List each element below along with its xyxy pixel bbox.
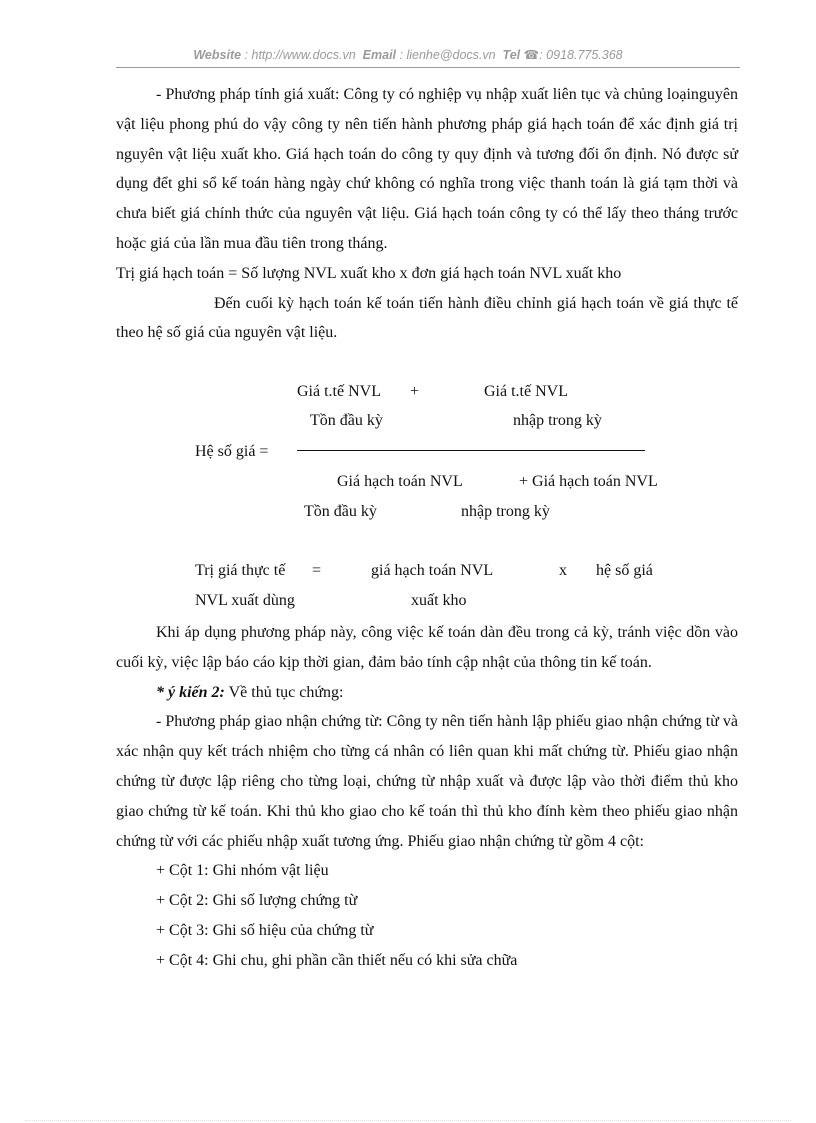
formula-plus-1: + <box>410 383 420 400</box>
formula-actual-term2: hệ số giá <box>596 562 653 579</box>
formula-num-b: Giá t.tế NVL <box>484 383 568 400</box>
paragraph-adjustment: Đến cuối kỳ hạch toán kế toán tiến hành điều chỉnh giá hạch toán về giá thực tế theo hệ số giá của nguyên vật liệu. <box>116 294 738 342</box>
formula-num-a: Giá t.tế NVL <box>297 383 381 400</box>
formula-den-b: + Giá hạch toán NVL <box>519 473 658 490</box>
formula-den-a: Giá hạch toán NVL <box>337 473 463 490</box>
fraction-line <box>297 450 645 451</box>
formula-den-a2: Tồn đầu kỳ <box>304 503 377 520</box>
formula-accounting-value: Trị giá hạch toán = Số lượng NVL xuất kho x đơn giá hạch toán NVL xuất kho <box>116 264 622 282</box>
formula-lhs-price-coefficient: Hệ số giá = <box>195 443 269 460</box>
phone-icon: ☎ <box>523 48 540 62</box>
list-item-column-1: + Cột 1: Ghi nhóm vật liệu <box>156 862 329 880</box>
email-label: Email <box>362 48 397 62</box>
document-body-continued <box>116 618 738 976</box>
formula-num-b2: nhập trong kỳ <box>513 412 602 429</box>
website-url[interactable]: : http://www.docs.vn <box>244 48 356 62</box>
idea-2-heading <box>116 678 738 708</box>
list-item-column-3: + Cột 3: Ghi số hiệu của chứng từ <box>156 921 374 939</box>
paragraph-benefits: Khi áp dụng phương pháp này, công việc kế toán dàn đều trong cả kỳ, tránh việc dồn vào cuối kỳ, việc lập báo cáo kịp thời gian, đảm bảo tính cập nhật của thông tin kế toán. <box>116 624 738 671</box>
list-item-column-2: + Cột 2: Ghi số lượng chứng từ <box>156 892 358 910</box>
header-divider <box>116 67 740 68</box>
list-item-column-4: + Cột 4: Ghi chu, ghi phần cần thiết nếu có khi sửa chữa <box>156 951 518 969</box>
paragraph-document-handover: - Phương pháp giao nhận chứng từ: Công ty nên tiến hành lập phiếu giao nhận chứng từ và xác nhận quy kết trách nhiệm cho từng cá nhân có liên quan khi mất chứng từ. Phiếu giao nhận chứng từ được lập riêng cho từng loại, chứng từ nhập xuất và được lập vào thời điểm thủ kho giao chứng từ kế toán. Khi thủ kho giao cho kế toán thì thủ kho đính kèm theo phiếu giao nhận chứng từ với các phiếu nhập xuất tương ứng. Phiếu giao nhận chứng từ gồm 4 cột: <box>116 713 738 850</box>
formula-num-a2: Tồn đầu kỳ <box>310 412 383 429</box>
footer-divider <box>25 1120 791 1121</box>
formula-actual-term1: giá hạch toán NVL <box>371 562 494 579</box>
website-label: Website <box>193 48 242 62</box>
formula-actual-lhs: Trị giá thực tế <box>195 562 286 579</box>
phone-number: : 0918.775.368 <box>539 48 623 62</box>
formula-actual-eq: = <box>312 562 322 579</box>
formula-actual-term1b: xuất kho <box>411 592 467 609</box>
formula-den-b2: nhập trong kỳ <box>461 503 550 520</box>
document-body <box>116 80 738 348</box>
paragraph-pricing-method: - Phương pháp tính giá xuất: Công ty có nghiệp vụ nhập xuất liên tục và chủng loạinguyên vật liệu phong phú do vậy công ty nên tiến hành phương pháp giá hạch toán để xác định giá trị nguyên vật liệu xuất kho. Giá hạch toán do công ty quy định và tương đối ổn định. Nó được sử dụng đểt ghi sổ kế toán hàng ngày chứ không có nghĩa trong việc thanh toán là giá tạm thời và chưa biết giá chính thức của nguyên vật liệu. Giá hạch toán công ty có thể lấy theo tháng trước hoặc giá của lần mua đầu tiên trong tháng. <box>116 86 738 252</box>
formula-actual-lhs2: NVL xuất dùng <box>195 592 295 609</box>
email-address[interactable]: : lienhe@docs.vn <box>399 48 496 62</box>
page-header <box>0 47 816 62</box>
idea-2-label: * ý kiến 2: <box>156 683 225 701</box>
idea-2-text: Về thủ tục chứng: <box>224 683 344 701</box>
tel-label: Tel <box>502 48 521 62</box>
formula-actual-times: x <box>559 562 567 579</box>
